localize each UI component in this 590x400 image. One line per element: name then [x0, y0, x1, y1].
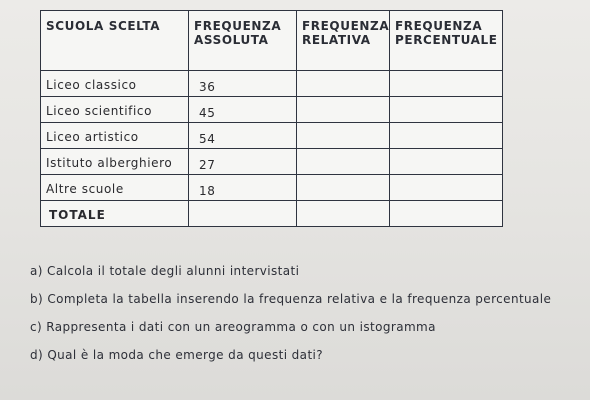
header-percentage-frequency	[390, 11, 503, 71]
school-cell: Altre scuole	[41, 175, 189, 201]
header-absolute-frequency	[189, 11, 297, 71]
table-row	[41, 149, 503, 175]
header-school	[41, 11, 189, 71]
percentage-frequency-cell	[390, 149, 503, 175]
table-header-row	[41, 11, 503, 71]
absolute-frequency-cell: 18	[189, 175, 297, 201]
table-row	[41, 123, 503, 149]
frequency-table	[40, 10, 503, 227]
relative-frequency-cell	[297, 149, 390, 175]
school-cell: Liceo classico	[41, 71, 189, 97]
header-absolute-line-2: ASSOLUTA	[194, 33, 269, 47]
relative-frequency-cell	[297, 71, 390, 97]
header-relative-frequency	[297, 11, 390, 71]
relative-frequency-cell	[297, 97, 390, 123]
absolute-frequency-cell: 36	[189, 71, 297, 97]
school-cell: Liceo scientifico	[41, 97, 189, 123]
question-list	[30, 263, 580, 375]
header-relative-line-2: RELATIVA	[302, 33, 371, 47]
percentage-frequency-cell	[390, 97, 503, 123]
absolute-frequency-cell: 54	[189, 123, 297, 149]
percentage-frequency-cell	[390, 175, 503, 201]
question-b: b) Completa la tabella inserendo la frequenza relativa e la frequenza percentuale	[30, 292, 552, 306]
header-percentage-line-1: FREQUENZA	[395, 19, 483, 33]
total-percentage-cell	[390, 201, 503, 227]
total-row	[41, 201, 503, 227]
table-row	[41, 71, 503, 97]
total-label: TOTALE	[41, 201, 189, 227]
header-relative-line-1: FREQUENZA	[302, 19, 390, 33]
table-row	[41, 175, 503, 201]
header-school-line-1: SCUOLA SCELTA	[46, 19, 161, 33]
total-relative-cell	[297, 201, 390, 227]
total-absolute-cell	[189, 201, 297, 227]
table-row	[41, 97, 503, 123]
header-absolute-line-1: FREQUENZA	[194, 19, 282, 33]
relative-frequency-cell	[297, 123, 390, 149]
question-c: c) Rappresenta i dati con un areogramma o con un istogramma	[30, 320, 436, 334]
percentage-frequency-cell	[390, 71, 503, 97]
relative-frequency-cell	[297, 175, 390, 201]
header-percentage-line-2: PERCENTUALE	[395, 33, 498, 47]
question-d: d) Qual è la moda che emerge da questi dati?	[30, 348, 324, 362]
absolute-frequency-cell: 45	[189, 97, 297, 123]
school-cell: Liceo artistico	[41, 123, 189, 149]
school-cell: Istituto alberghiero	[41, 149, 189, 175]
question-a: a) Calcola il totale degli alunni intervistati	[30, 264, 300, 278]
percentage-frequency-cell	[390, 123, 503, 149]
absolute-frequency-cell: 27	[189, 149, 297, 175]
